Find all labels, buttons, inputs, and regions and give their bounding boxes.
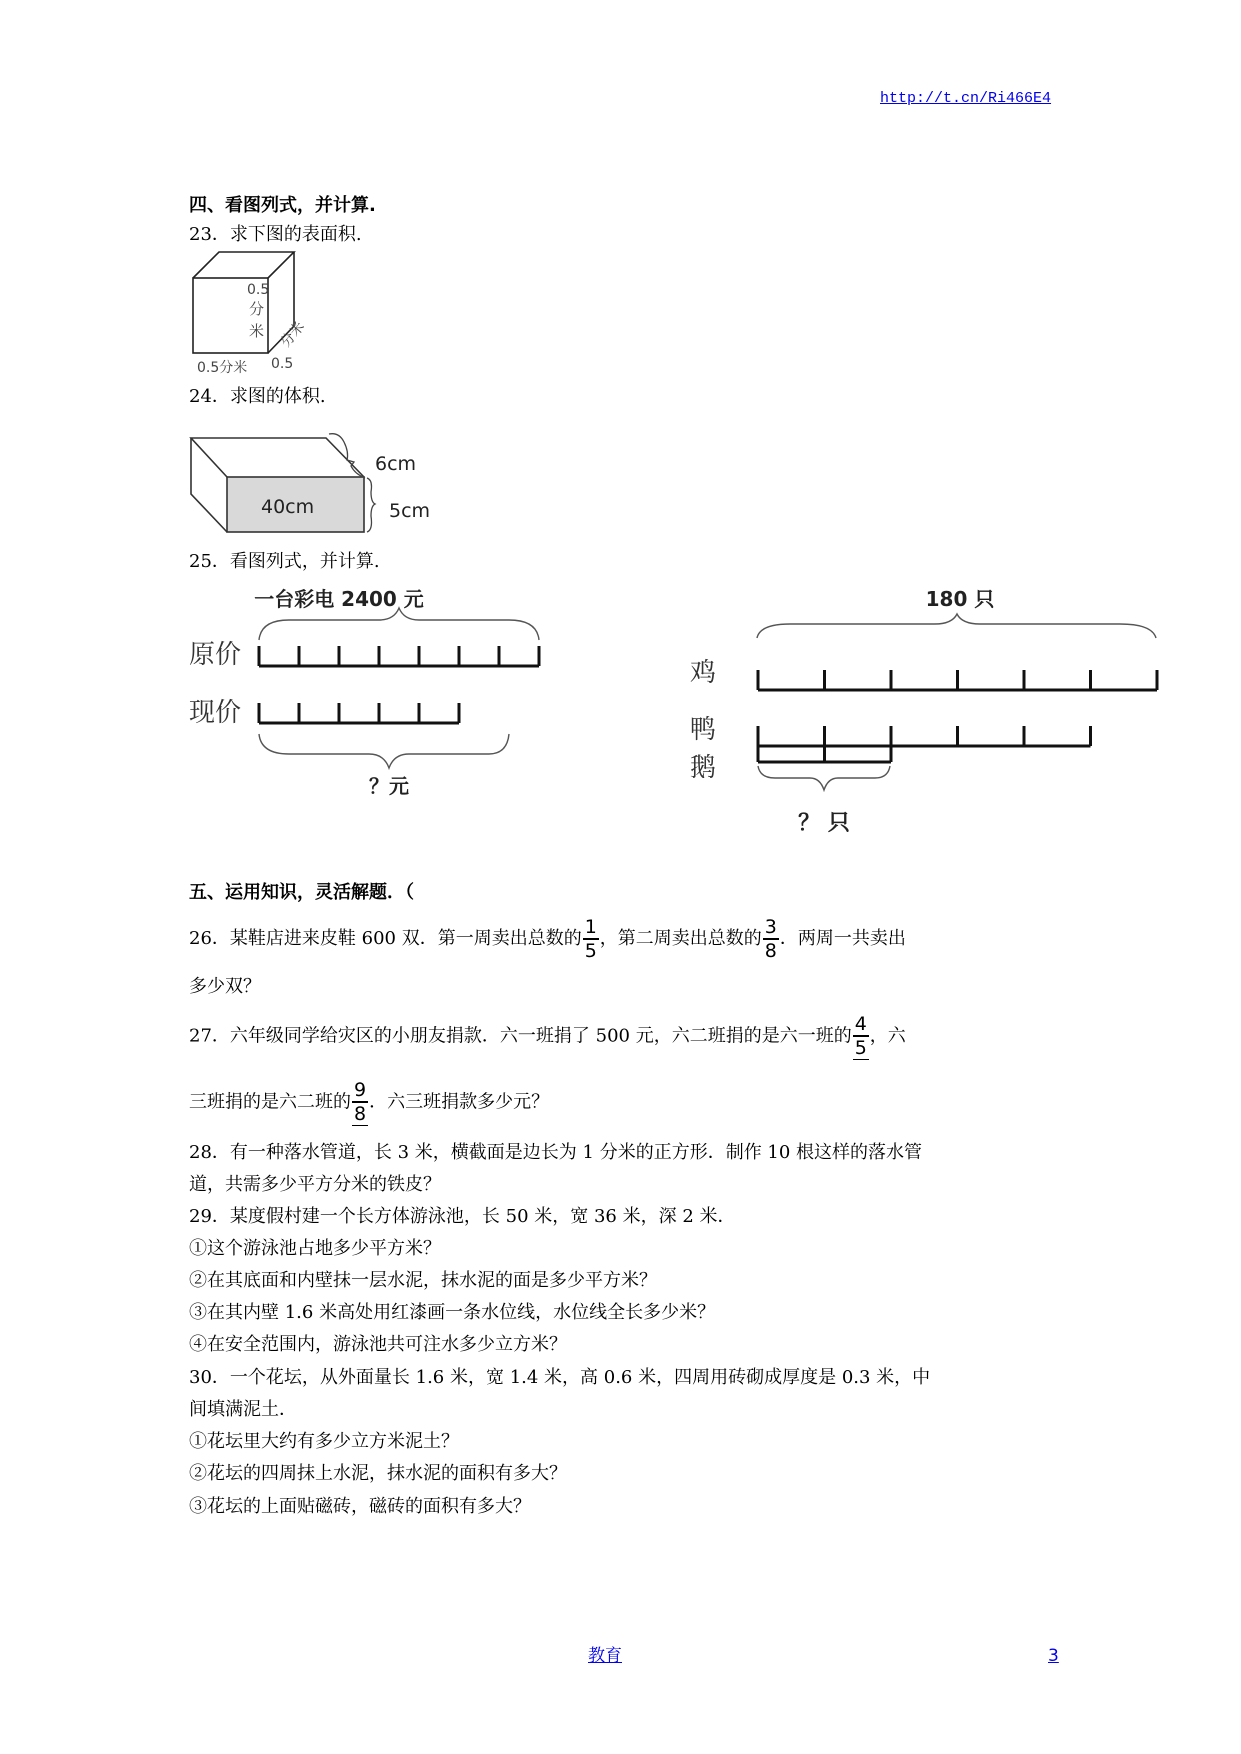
chicken-label: 鸡 xyxy=(690,658,717,688)
cuboid-top-face xyxy=(191,438,364,477)
q29-sub-4: ④在安全范围内，游泳池共可注水多少立方米？ xyxy=(189,1334,567,1355)
q26-part1: 26．某鞋店进来皮鞋 600 双．第一周卖出总数的 xyxy=(189,928,582,949)
q26-frac1-den: 5 xyxy=(584,940,597,962)
tv-price-diagram xyxy=(189,578,569,798)
q27-fraction-2 xyxy=(352,1079,368,1126)
tv-top-label: 一台彩电 2400 元 xyxy=(254,587,424,611)
q29-sub-3: ③在其内壁 1.6 米高处用红漆画一条水位线，水位线全长多少米？ xyxy=(189,1302,716,1323)
q30-sub-2: ②花坛的四周抹上水泥，抹水泥的面积有多大？ xyxy=(189,1463,567,1484)
tv-top-brace xyxy=(259,608,539,640)
q27-fraction-1 xyxy=(853,1013,869,1060)
q28-line1: 28．有一种落水管道，长 3 米，横截面是边长为 1 分米的正方形．制作 10 根这样的落水管 xyxy=(189,1142,923,1163)
q27-part1: 27．六年级同学给灾区的小朋友捐款．六一班捐了 500 元，六二班捐的是六一班的 xyxy=(189,1025,852,1047)
q27-frac2-num: 9 xyxy=(354,1079,367,1101)
footer-center-link[interactable]: 教育 xyxy=(588,1646,622,1666)
q27-frac1-num: 4 xyxy=(854,1013,867,1035)
q30-line1: 30．一个花坛，从外面量长 1.6 米，宽 1.4 米，高 0.6 米，四周用砖砌成厚度是 0.3 米，中 xyxy=(189,1367,931,1388)
cuboid-length-label: 40cm xyxy=(261,496,315,518)
height-brace xyxy=(367,478,375,532)
q26-frac1-num: 1 xyxy=(584,916,597,938)
cube-top-face xyxy=(193,252,294,278)
q28-line2: 道，共需多少平方分米的铁皮？ xyxy=(189,1174,441,1195)
q26-fraction-1 xyxy=(583,916,599,962)
poultry-diagram xyxy=(680,578,1160,843)
cube-depth-label-unit: 分米 xyxy=(277,318,309,351)
goose-brace xyxy=(758,766,890,790)
q26-frac2-num: 3 xyxy=(764,916,777,938)
q26-fraction-2 xyxy=(763,916,779,962)
q27-frac2-den: 8 xyxy=(354,1103,367,1125)
cube-width-label: 0.5分米 xyxy=(197,360,248,376)
poultry-bottom-label: ？ 只 xyxy=(798,811,850,836)
tv-original-price-bar xyxy=(259,646,539,666)
header-url-link[interactable]: http://t.cn/Ri466E4 xyxy=(880,90,1052,107)
page-number[interactable]: 3 xyxy=(1048,1646,1059,1666)
q30-sub-3: ③花坛的上面贴磁砖，磁砖的面积有多大？ xyxy=(189,1496,531,1517)
q26-frac2-den: 8 xyxy=(764,940,777,962)
q27-line2-part1: 三班捐的是六二班的 xyxy=(189,1091,351,1113)
chicken-bar xyxy=(758,670,1157,690)
q27-frac1-den: 5 xyxy=(854,1037,867,1059)
section-4-heading: 四、看图列式，并计算. xyxy=(189,195,376,216)
cuboid-depth-label: 6cm xyxy=(375,453,417,475)
tv-row2-label: 现价 xyxy=(189,698,242,728)
duck-bar xyxy=(758,726,1091,746)
q24-text: 24．求图的体积. xyxy=(189,386,326,407)
q26-line1 xyxy=(189,916,906,962)
q25-text: 25．看图列式，并计算. xyxy=(189,551,380,572)
cube-height-label-3: 米 xyxy=(249,322,265,340)
cube-depth-label-num: 0.5 xyxy=(271,356,294,372)
q27-part2: ，六 xyxy=(869,1025,906,1047)
tv-bottom-brace xyxy=(259,734,509,768)
q27-line1 xyxy=(189,1013,906,1060)
poultry-top-label: 180 只 xyxy=(925,587,995,611)
q29-sub-2: ②在其底面和内壁抹一层水泥，抹水泥的面是多少平方米？ xyxy=(189,1270,657,1291)
tv-row1-label: 原价 xyxy=(189,640,242,670)
tv-bottom-label: ？元 xyxy=(369,774,409,798)
cube-figure xyxy=(189,248,329,380)
q26-part3: ．两周一共卖出 xyxy=(779,928,906,949)
q26-line2: 多少双？ xyxy=(189,976,261,997)
q30-line2: 间填满泥土． xyxy=(189,1399,297,1420)
goose-label: 鹅 xyxy=(690,753,717,783)
cuboid-height-label: 5cm xyxy=(389,500,431,522)
q30-sub-1: ①花坛里大约有多少立方米泥土？ xyxy=(189,1431,459,1452)
q29-sub-1: ①这个游泳池占地多少平方米？ xyxy=(189,1238,441,1259)
q29-line1: 29．某度假村建一个长方体游泳池，长 50 米，宽 36 米，深 2 米． xyxy=(189,1206,736,1227)
cuboid-side-face xyxy=(191,438,227,532)
duck-label: 鸭 xyxy=(690,715,717,745)
section-5-heading: 五、运用知识，灵活解题．（ xyxy=(189,882,414,903)
q26-part2: ，第二周卖出总数的 xyxy=(599,928,762,949)
tv-current-price-bar xyxy=(259,703,459,723)
q27-line2-part2: ．六三班捐款多少元？ xyxy=(369,1091,550,1113)
cube-height-label-2: 分 xyxy=(249,300,265,318)
cuboid-figure xyxy=(189,422,449,540)
poultry-top-brace xyxy=(757,614,1156,638)
q27-line2 xyxy=(189,1079,549,1126)
cube-height-label-1: 0.5 xyxy=(247,282,270,298)
q23-text: 23．求下图的表面积. xyxy=(189,224,362,245)
